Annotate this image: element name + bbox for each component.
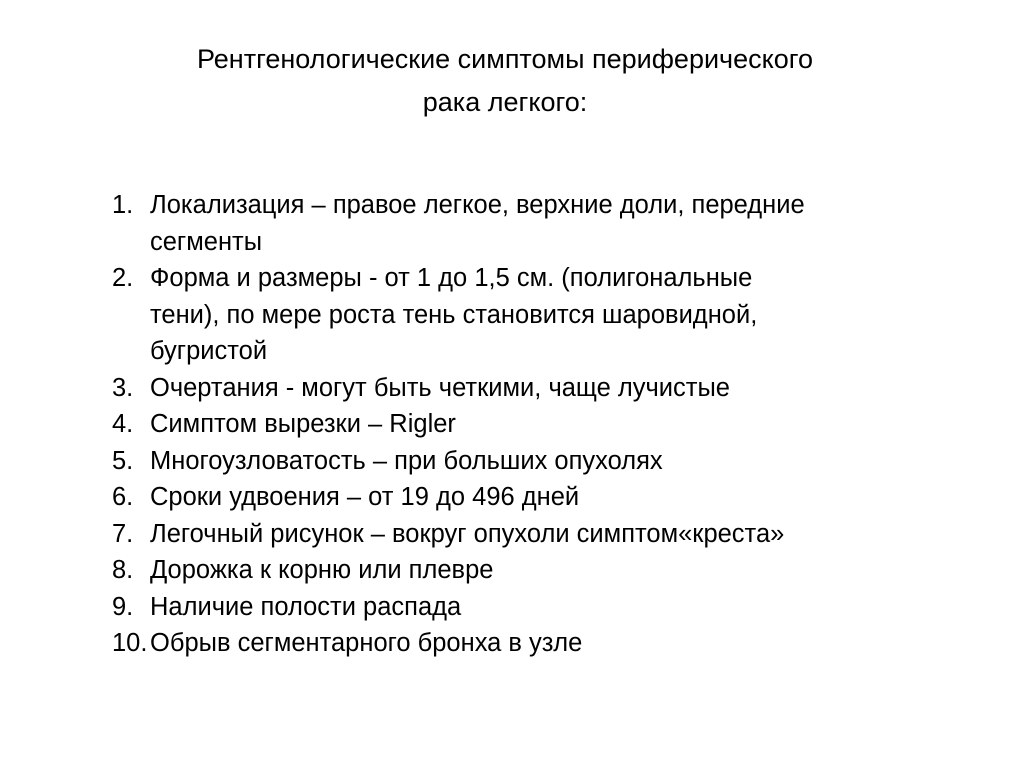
- list-item: [112, 625, 992, 662]
- item-number: 1.: [112, 191, 134, 219]
- item-line: Очертания - могут быть четкими, чаще лучистые: [150, 373, 730, 402]
- item-line: Симптом вырезки – Rigler: [150, 410, 456, 438]
- item-text: [150, 187, 992, 260]
- item-number: 7.: [112, 519, 134, 548]
- item-text: [150, 406, 992, 443]
- item-line: Многоузловатость – при больших опухолях: [150, 446, 663, 475]
- slide-title: [60, 38, 950, 124]
- item-text: [150, 516, 992, 553]
- item-text: [150, 589, 992, 626]
- symptom-list: [112, 187, 992, 662]
- list-item: [112, 516, 992, 553]
- list-item: [112, 406, 992, 443]
- item-number: 3.: [112, 373, 134, 402]
- item-line: Форма и размеры - от 1 до 1,5 см. (полигональные: [150, 264, 753, 292]
- item-text: [150, 552, 992, 589]
- item-line: Локализация – правое легкое, верхние доли, передние: [150, 191, 805, 219]
- item-number: 5.: [112, 446, 134, 475]
- title-line-1: Рентгенологические симптомы периферического: [196, 44, 814, 74]
- item-line: бугристой: [150, 337, 268, 365]
- item-line: Наличие полости распада: [150, 592, 462, 621]
- list-item: [112, 552, 992, 589]
- list-item: [112, 479, 992, 516]
- item-number: 6.: [112, 483, 134, 511]
- item-text: [150, 370, 992, 407]
- item-line: Обрыв сегментарного бронха в узле: [150, 629, 583, 657]
- item-number: 10.: [112, 629, 148, 657]
- item-number: 2.: [112, 264, 134, 292]
- item-text: [150, 625, 992, 662]
- list-item: [112, 589, 992, 626]
- item-text: [150, 260, 992, 370]
- title-line-2: рака легкого:: [422, 87, 588, 117]
- item-number: 8.: [112, 556, 134, 584]
- item-line: Дорожка к корню или плевре: [150, 556, 494, 584]
- list-item: [112, 187, 992, 260]
- item-line: сегменты: [150, 227, 263, 256]
- item-line: Легочный рисунок – вокруг опухоли симптом«креста»: [150, 519, 785, 548]
- item-text: [150, 443, 992, 480]
- list-item: [112, 443, 992, 480]
- list-item: [112, 260, 992, 370]
- list-item: [112, 370, 992, 407]
- item-line: тени), по мере роста тень становится шаровидной,: [150, 300, 758, 329]
- item-number: 9.: [112, 592, 134, 621]
- item-number: 4.: [112, 410, 134, 438]
- item-text: [150, 479, 992, 516]
- item-line: Сроки удвоения – от 19 до 496 дней: [150, 483, 580, 511]
